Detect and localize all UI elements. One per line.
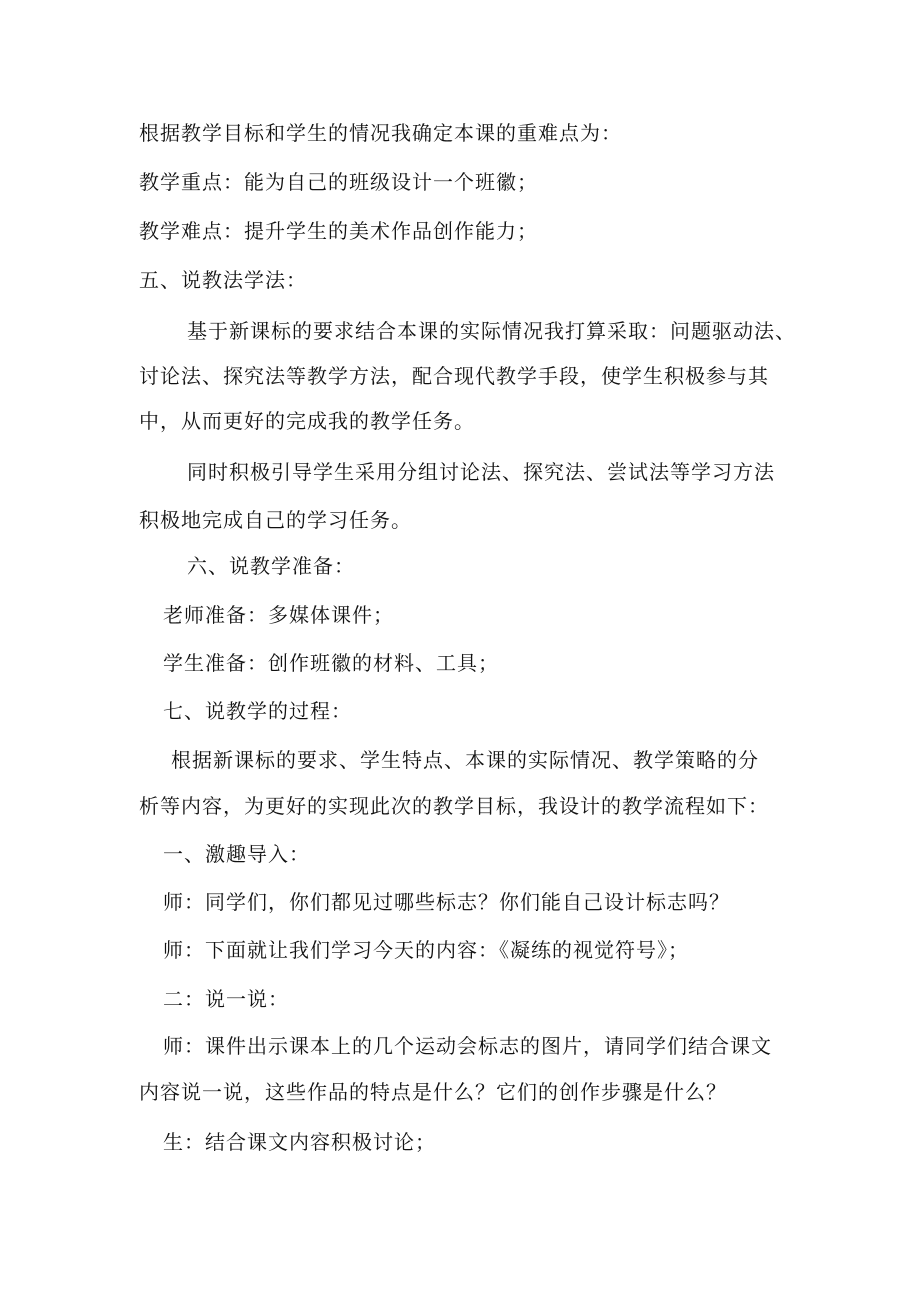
paragraph-line-student-prep: 学生准备：创作班徽的材料、工具；	[163, 651, 499, 675]
paragraph-line-methods-3: 中，从而更好的完成我的教学任务。	[139, 409, 475, 433]
paragraph-line-methods-2: 讨论法、探究法等教学方法，配合现代教学手段，使学生积极参与其	[139, 364, 769, 388]
paragraph-line-courseware-1: 师：课件出示课本上的几个运动会标志的图片，请同学们结合课文	[163, 1034, 772, 1058]
paragraph-line-teacher-topic: 师：下面就让我们学习今天的内容：《凝练的视觉符号》；	[163, 938, 689, 962]
paragraph-line-teacher-prep: 老师准备：多媒体课件；	[163, 603, 394, 627]
section-heading-methods: 五、说教法学法：	[139, 268, 307, 292]
paragraph-line-learning-methods-2: 积极地完成自己的学习任务。	[139, 508, 412, 532]
section-heading-preparation: 六、说教学准备：	[187, 554, 355, 578]
subheading-introduction: 一、激趣导入：	[163, 842, 310, 866]
paragraph-line-learning-methods-1: 同时积极引导学生采用分组讨论法、探究法、尝试法等学习方法	[187, 460, 775, 484]
paragraph-line-student-response: 生：结合课文内容积极讨论；	[163, 1130, 436, 1154]
paragraph-line-key-points-intro: 根据教学目标和学生的情况我确定本课的重难点为：	[139, 121, 622, 145]
paragraph-line-teaching-difficulty: 教学难点：提升学生的美术作品创作能力；	[139, 219, 538, 243]
subheading-discussion: 二：说一说：	[163, 987, 289, 1011]
paragraph-line-process-2: 析等内容，为更好的实现此次的教学目标，我设计的教学流程如下：	[139, 794, 769, 818]
paragraph-line-teacher-question: 师：同学们，你们都见过哪些标志？你们能自己设计标志吗？	[163, 890, 730, 914]
paragraph-line-teaching-focus: 教学重点：能为自己的班级设计一个班徽；	[139, 170, 538, 194]
section-heading-process: 七、说教学的过程：	[163, 699, 352, 723]
paragraph-line-methods-1: 基于新课标的要求结合本课的实际情况我打算采取：问题驱动法、	[187, 319, 796, 343]
paragraph-line-process-1: 根据新课标的要求、学生特点、本课的实际情况、教学策略的分	[171, 748, 759, 772]
paragraph-line-courseware-2: 内容说一说，这些作品的特点是什么？它们的创作步骤是什么？	[139, 1080, 727, 1104]
